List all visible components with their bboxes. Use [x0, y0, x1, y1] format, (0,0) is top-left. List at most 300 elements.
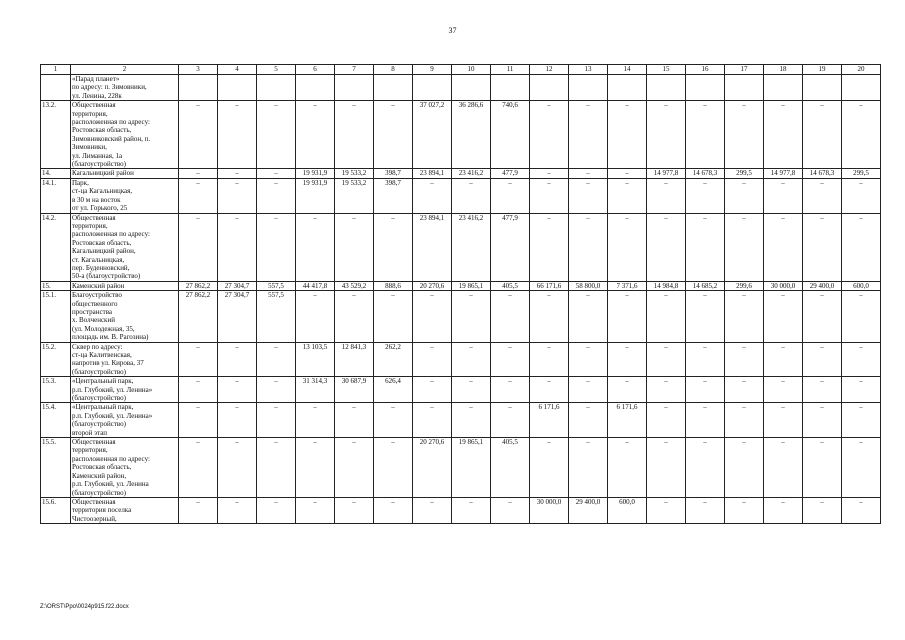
table-row	[41, 281, 881, 290]
amount-cell	[179, 75, 218, 101]
amount-cell: –	[413, 178, 452, 213]
amount-cell: –	[842, 377, 881, 403]
amount-cell: 14 678,3	[686, 169, 725, 178]
object-name-line: ул. Ленина, 228к	[72, 91, 122, 100]
file-path-footer: Z:\ORST\Ppo\0024p915.f22.docx	[40, 604, 129, 610]
amount-cell: –	[413, 291, 452, 342]
table-row	[41, 342, 881, 377]
amount-cell: –	[179, 497, 218, 523]
object-name-line: второй этап	[72, 428, 108, 437]
amount-cell	[374, 75, 413, 101]
amount-cell	[803, 75, 842, 101]
row-number-cell: 15.	[41, 281, 71, 290]
column-number-row	[41, 65, 881, 75]
amount-cell: –	[842, 497, 881, 523]
amount-cell: –	[374, 438, 413, 498]
amount-cell: 29 400,0	[569, 497, 608, 523]
amount-cell: –	[608, 101, 647, 169]
amount-cell: –	[764, 342, 803, 377]
column-number-cell: 13	[569, 65, 608, 75]
amount-cell: –	[842, 101, 881, 169]
amount-cell: –	[257, 497, 296, 523]
object-name-cell	[71, 342, 179, 377]
table-row	[41, 213, 881, 281]
amount-cell: –	[686, 213, 725, 281]
object-name-line: расположенная по адресу:	[72, 118, 150, 127]
amount-cell: 19 931,9	[296, 169, 335, 178]
amount-cell: –	[608, 169, 647, 178]
object-name-line: (благоустройство)	[72, 488, 127, 497]
object-name-cell	[71, 101, 179, 169]
amount-cell: –	[218, 438, 257, 498]
table-row	[41, 377, 881, 403]
amount-cell: –	[179, 342, 218, 377]
amount-cell: –	[803, 438, 842, 498]
amount-cell: –	[218, 377, 257, 403]
amount-cell: –	[764, 438, 803, 498]
amount-cell: –	[530, 101, 569, 169]
amount-cell: –	[803, 342, 842, 377]
amount-cell: –	[842, 213, 881, 281]
column-number-cell: 14	[608, 65, 647, 75]
amount-cell: –	[257, 403, 296, 438]
amount-cell: –	[569, 169, 608, 178]
column-number-cell: 19	[803, 65, 842, 75]
object-name-line: в 30 м на восток	[72, 195, 121, 204]
amount-cell: –	[608, 377, 647, 403]
amount-cell: –	[569, 438, 608, 498]
row-number-cell: 15.5.	[41, 438, 71, 498]
amount-cell: –	[491, 342, 530, 377]
amount-cell: –	[452, 291, 491, 342]
amount-cell: 27 862,2	[179, 281, 218, 290]
amount-cell: –	[686, 101, 725, 169]
amount-cell: –	[725, 213, 764, 281]
object-name-line: Сквер по адресу:	[72, 342, 123, 351]
object-name-line: территория,	[72, 221, 108, 230]
amount-cell: 23 894,1	[413, 213, 452, 281]
amount-cell: 14 678,3	[803, 169, 842, 178]
amount-cell: 36 286,6	[452, 101, 491, 169]
object-name-line: ул. Лиманная, 1а	[72, 151, 123, 160]
amount-cell: 12 841,3	[335, 342, 374, 377]
object-name-line: Каменский район,	[72, 471, 127, 480]
amount-cell	[413, 75, 452, 101]
amount-cell: 44 417,8	[296, 281, 335, 290]
amount-cell: –	[530, 342, 569, 377]
amount-cell: 299,5	[842, 169, 881, 178]
amount-cell: 31 314,3	[296, 377, 335, 403]
amount-cell: –	[530, 213, 569, 281]
object-name-line: Чистоозерный,	[72, 514, 117, 523]
object-name-line: пер. Буденновский,	[72, 263, 130, 272]
object-name-line: Ростовская область,	[72, 463, 132, 472]
object-name-cell	[71, 291, 179, 342]
amount-cell: –	[686, 377, 725, 403]
object-name-line: расположенная по адресу:	[72, 454, 150, 463]
amount-cell: –	[608, 178, 647, 213]
object-name-cell	[71, 497, 179, 523]
object-name-cell	[71, 75, 179, 101]
amount-cell: –	[842, 342, 881, 377]
amount-cell: –	[296, 101, 335, 169]
object-name-line: Зимовники,	[72, 143, 107, 152]
amount-cell: –	[374, 497, 413, 523]
amount-cell: 477,9	[491, 213, 530, 281]
column-number-cell: 2	[71, 65, 179, 75]
row-number-cell: 14.	[41, 169, 71, 178]
amount-cell: –	[803, 178, 842, 213]
amount-cell: –	[296, 403, 335, 438]
table-row	[41, 169, 881, 178]
amount-cell: –	[335, 101, 374, 169]
amount-cell: –	[803, 403, 842, 438]
column-number-cell: 3	[179, 65, 218, 75]
table-row	[41, 403, 881, 438]
column-number-cell: 20	[842, 65, 881, 75]
object-name-line: (благоустройство)	[72, 367, 127, 376]
object-name-line: по адресу: п. Зимовники,	[72, 83, 147, 92]
object-name-cell	[71, 281, 179, 290]
amount-cell	[725, 75, 764, 101]
table-row	[41, 497, 881, 523]
object-name-line: Ростовская область,	[72, 238, 132, 247]
amount-cell: 398,7	[374, 178, 413, 213]
object-name-line: (благоустройство)	[72, 420, 127, 429]
amount-cell: –	[374, 101, 413, 169]
row-number-cell: 15.2.	[41, 342, 71, 377]
amount-cell: –	[764, 291, 803, 342]
amount-cell: 20 270,6	[413, 438, 452, 498]
amount-cell: 30 000,0	[530, 497, 569, 523]
amount-cell: –	[569, 101, 608, 169]
column-number-cell: 6	[296, 65, 335, 75]
page-number: 37	[448, 26, 457, 35]
object-name-line: (благоустройство)	[72, 394, 127, 403]
amount-cell: –	[842, 403, 881, 438]
object-name-line: «Центральный парк,	[72, 403, 134, 412]
amount-cell: 262,2	[374, 342, 413, 377]
object-name-line: территория,	[72, 446, 108, 455]
amount-cell: –	[179, 101, 218, 169]
object-name-line: ст-ца Кагальницкая,	[72, 187, 133, 196]
amount-cell: 600,0	[842, 281, 881, 290]
object-name-line: ст-ца Калитвенская,	[72, 351, 132, 359]
row-number-cell	[41, 75, 71, 101]
object-name-line: Общественная	[72, 438, 116, 447]
object-name-line: Зимовниковский район, п.	[72, 134, 151, 143]
amount-cell: 14 977,8	[764, 169, 803, 178]
amount-cell: –	[257, 438, 296, 498]
amount-cell	[764, 75, 803, 101]
amount-cell: –	[647, 178, 686, 213]
amount-cell: –	[257, 213, 296, 281]
amount-cell: –	[608, 213, 647, 281]
amount-cell: –	[491, 403, 530, 438]
object-name-line: расположенная по адресу:	[72, 230, 150, 239]
amount-cell: –	[218, 101, 257, 169]
amount-cell: –	[374, 291, 413, 342]
amount-cell: –	[803, 291, 842, 342]
amount-cell: 43 529,2	[335, 281, 374, 290]
object-name-cell	[71, 403, 179, 438]
amount-cell: 740,6	[491, 101, 530, 169]
amount-cell: 626,4	[374, 377, 413, 403]
column-number-cell: 10	[452, 65, 491, 75]
amount-cell: –	[335, 291, 374, 342]
object-name-line: Общественная	[72, 497, 116, 506]
amount-cell: 13 103,5	[296, 342, 335, 377]
amount-cell: –	[257, 377, 296, 403]
amount-cell: –	[491, 291, 530, 342]
amount-cell: –	[530, 291, 569, 342]
amount-cell	[296, 75, 335, 101]
amount-cell: –	[257, 178, 296, 213]
amount-cell: –	[842, 291, 881, 342]
amount-cell: –	[218, 213, 257, 281]
program-financing-table	[40, 64, 881, 524]
amount-cell	[218, 75, 257, 101]
amount-cell: –	[296, 213, 335, 281]
object-name-line: территория поселка	[72, 506, 132, 515]
amount-cell: –	[179, 377, 218, 403]
row-number-cell: 15.4.	[41, 403, 71, 438]
amount-cell: –	[530, 178, 569, 213]
object-name-line: пространства	[72, 307, 113, 316]
object-name-line: Каменский район	[72, 281, 125, 290]
amount-cell: –	[569, 342, 608, 377]
column-number-cell: 7	[335, 65, 374, 75]
column-number-cell: 11	[491, 65, 530, 75]
object-name-line: ст. Кагальницкая,	[72, 255, 125, 264]
amount-cell: 19 865,1	[452, 281, 491, 290]
amount-cell: –	[335, 497, 374, 523]
amount-cell: –	[764, 213, 803, 281]
object-name-line: «Парад планет»	[72, 75, 120, 83]
object-name-line: от ул. Горького, 25	[72, 204, 128, 213]
amount-cell: 30 687,9	[335, 377, 374, 403]
amount-cell: 888,6	[374, 281, 413, 290]
amount-cell: –	[413, 342, 452, 377]
amount-cell: –	[803, 377, 842, 403]
amount-cell: 20 270,6	[413, 281, 452, 290]
object-name-line: Парк,	[72, 178, 89, 187]
amount-cell: 30 000,0	[764, 281, 803, 290]
amount-cell: –	[218, 403, 257, 438]
amount-cell: –	[803, 497, 842, 523]
amount-cell	[491, 75, 530, 101]
object-name-line: (ул. Молодежная, 35,	[72, 324, 135, 333]
object-name-cell	[71, 377, 179, 403]
object-name-cell	[71, 213, 179, 281]
amount-cell: –	[218, 178, 257, 213]
amount-cell: –	[647, 213, 686, 281]
amount-cell	[530, 75, 569, 101]
table-row	[41, 75, 881, 101]
amount-cell	[569, 75, 608, 101]
object-name-line: р.п. Глубокий, ул. Ленина	[72, 480, 149, 489]
amount-cell: 405,5	[491, 281, 530, 290]
amount-cell: –	[491, 497, 530, 523]
amount-cell: 23 894,1	[413, 169, 452, 178]
amount-cell: –	[725, 438, 764, 498]
object-name-line: Общественная	[72, 101, 116, 110]
amount-cell: –	[452, 377, 491, 403]
amount-cell	[686, 75, 725, 101]
amount-cell: 23 416,2	[452, 213, 491, 281]
amount-cell: 19 533,2	[335, 169, 374, 178]
amount-cell: –	[335, 438, 374, 498]
amount-cell: –	[257, 342, 296, 377]
amount-cell	[257, 75, 296, 101]
object-name-line: Кагальницкий район,	[72, 247, 136, 256]
object-name-cell	[71, 178, 179, 213]
amount-cell: 19 533,2	[335, 178, 374, 213]
object-name-line: 50-а (благоустройство)	[72, 272, 141, 281]
column-number-cell: 1	[41, 65, 71, 75]
amount-cell: –	[647, 403, 686, 438]
amount-cell: –	[491, 178, 530, 213]
amount-cell: –	[335, 403, 374, 438]
amount-cell: –	[530, 377, 569, 403]
amount-cell: –	[413, 403, 452, 438]
amount-cell: 66 171,6	[530, 281, 569, 290]
table-row	[41, 438, 881, 498]
amount-cell: 557,5	[257, 291, 296, 342]
amount-cell: –	[686, 497, 725, 523]
amount-cell: –	[491, 377, 530, 403]
amount-cell: –	[842, 178, 881, 213]
row-number-cell: 15.3.	[41, 377, 71, 403]
amount-cell: –	[296, 291, 335, 342]
amount-cell: 398,7	[374, 169, 413, 178]
amount-cell: –	[725, 342, 764, 377]
amount-cell: –	[647, 438, 686, 498]
object-name-line: Ростовская область,	[72, 126, 132, 135]
amount-cell: –	[764, 403, 803, 438]
amount-cell: –	[179, 403, 218, 438]
amount-cell: –	[647, 377, 686, 403]
object-name-line: х. Волченский	[72, 316, 115, 325]
amount-cell: –	[686, 342, 725, 377]
amount-cell: –	[725, 178, 764, 213]
amount-cell: –	[647, 101, 686, 169]
amount-cell: –	[179, 438, 218, 498]
amount-cell: 557,5	[257, 281, 296, 290]
object-name-line: Общественная	[72, 213, 116, 222]
amount-cell: –	[647, 291, 686, 342]
amount-cell: –	[764, 101, 803, 169]
amount-cell: –	[257, 169, 296, 178]
amount-cell: –	[569, 178, 608, 213]
object-name-line: Кагальницкий район	[72, 169, 134, 178]
amount-cell: –	[374, 403, 413, 438]
column-number-cell: 5	[257, 65, 296, 75]
amount-cell: –	[218, 342, 257, 377]
amount-cell: –	[374, 213, 413, 281]
object-name-line: р.п. Глубокий, ул. Ленина»	[72, 385, 153, 394]
amount-cell: –	[764, 377, 803, 403]
object-name-line: р.п. Глубокий, ул. Ленина»	[72, 411, 153, 420]
column-number-cell: 18	[764, 65, 803, 75]
table-row	[41, 101, 881, 169]
amount-cell: 299,5	[725, 169, 764, 178]
object-name-line: общественного	[72, 299, 118, 308]
column-number-cell: 15	[647, 65, 686, 75]
amount-cell: –	[569, 213, 608, 281]
object-name-line: территория,	[72, 109, 108, 118]
amount-cell: –	[218, 169, 257, 178]
amount-cell: –	[218, 497, 257, 523]
row-number-cell: 14.1.	[41, 178, 71, 213]
object-name-line: «Центральный парк,	[72, 377, 134, 386]
amount-cell: 299,6	[725, 281, 764, 290]
amount-cell	[335, 75, 374, 101]
amount-cell: –	[179, 169, 218, 178]
amount-cell: 27 304,7	[218, 281, 257, 290]
amount-cell: 23 416,2	[452, 169, 491, 178]
amount-cell: –	[179, 213, 218, 281]
amount-cell: 14 685,2	[686, 281, 725, 290]
object-name-line: (благоустройство)	[72, 160, 127, 169]
amount-cell: –	[296, 497, 335, 523]
amount-cell: –	[842, 438, 881, 498]
amount-cell: 19 865,1	[452, 438, 491, 498]
amount-cell: 14 984,8	[647, 281, 686, 290]
row-number-cell: 15.1.	[41, 291, 71, 342]
amount-cell: –	[686, 403, 725, 438]
object-name-line: площадь им. В. Рагозина)	[72, 333, 149, 342]
amount-cell: –	[569, 377, 608, 403]
object-name-line: напротив ул. Кирова, 37	[72, 359, 144, 368]
row-number-cell: 15.6.	[41, 497, 71, 523]
amount-cell: –	[686, 178, 725, 213]
amount-cell: 600,0	[608, 497, 647, 523]
amount-cell: 7 371,6	[608, 281, 647, 290]
amount-cell: 29 400,0	[803, 281, 842, 290]
amount-cell: –	[452, 403, 491, 438]
amount-cell: –	[530, 438, 569, 498]
amount-cell: 405,5	[491, 438, 530, 498]
amount-cell: –	[647, 342, 686, 377]
amount-cell	[608, 75, 647, 101]
amount-cell: –	[569, 403, 608, 438]
amount-cell: 27 862,2	[179, 291, 218, 342]
amount-cell: –	[179, 178, 218, 213]
amount-cell: 37 027,2	[413, 101, 452, 169]
amount-cell: –	[335, 213, 374, 281]
amount-cell: –	[530, 169, 569, 178]
object-name-line: Благоустройство	[72, 291, 122, 300]
amount-cell: –	[725, 377, 764, 403]
amount-cell	[452, 75, 491, 101]
amount-cell: –	[725, 291, 764, 342]
table-row	[41, 178, 881, 213]
amount-cell: 27 304,7	[218, 291, 257, 342]
amount-cell: –	[608, 291, 647, 342]
amount-cell: –	[686, 291, 725, 342]
object-name-cell	[71, 169, 179, 178]
amount-cell: –	[296, 438, 335, 498]
row-number-cell: 13.2.	[41, 101, 71, 169]
table-row	[41, 291, 881, 342]
row-number-cell: 14.2.	[41, 213, 71, 281]
amount-cell: –	[452, 178, 491, 213]
amount-cell	[647, 75, 686, 101]
amount-cell: –	[686, 438, 725, 498]
amount-cell: 14 977,8	[647, 169, 686, 178]
amount-cell: –	[608, 438, 647, 498]
